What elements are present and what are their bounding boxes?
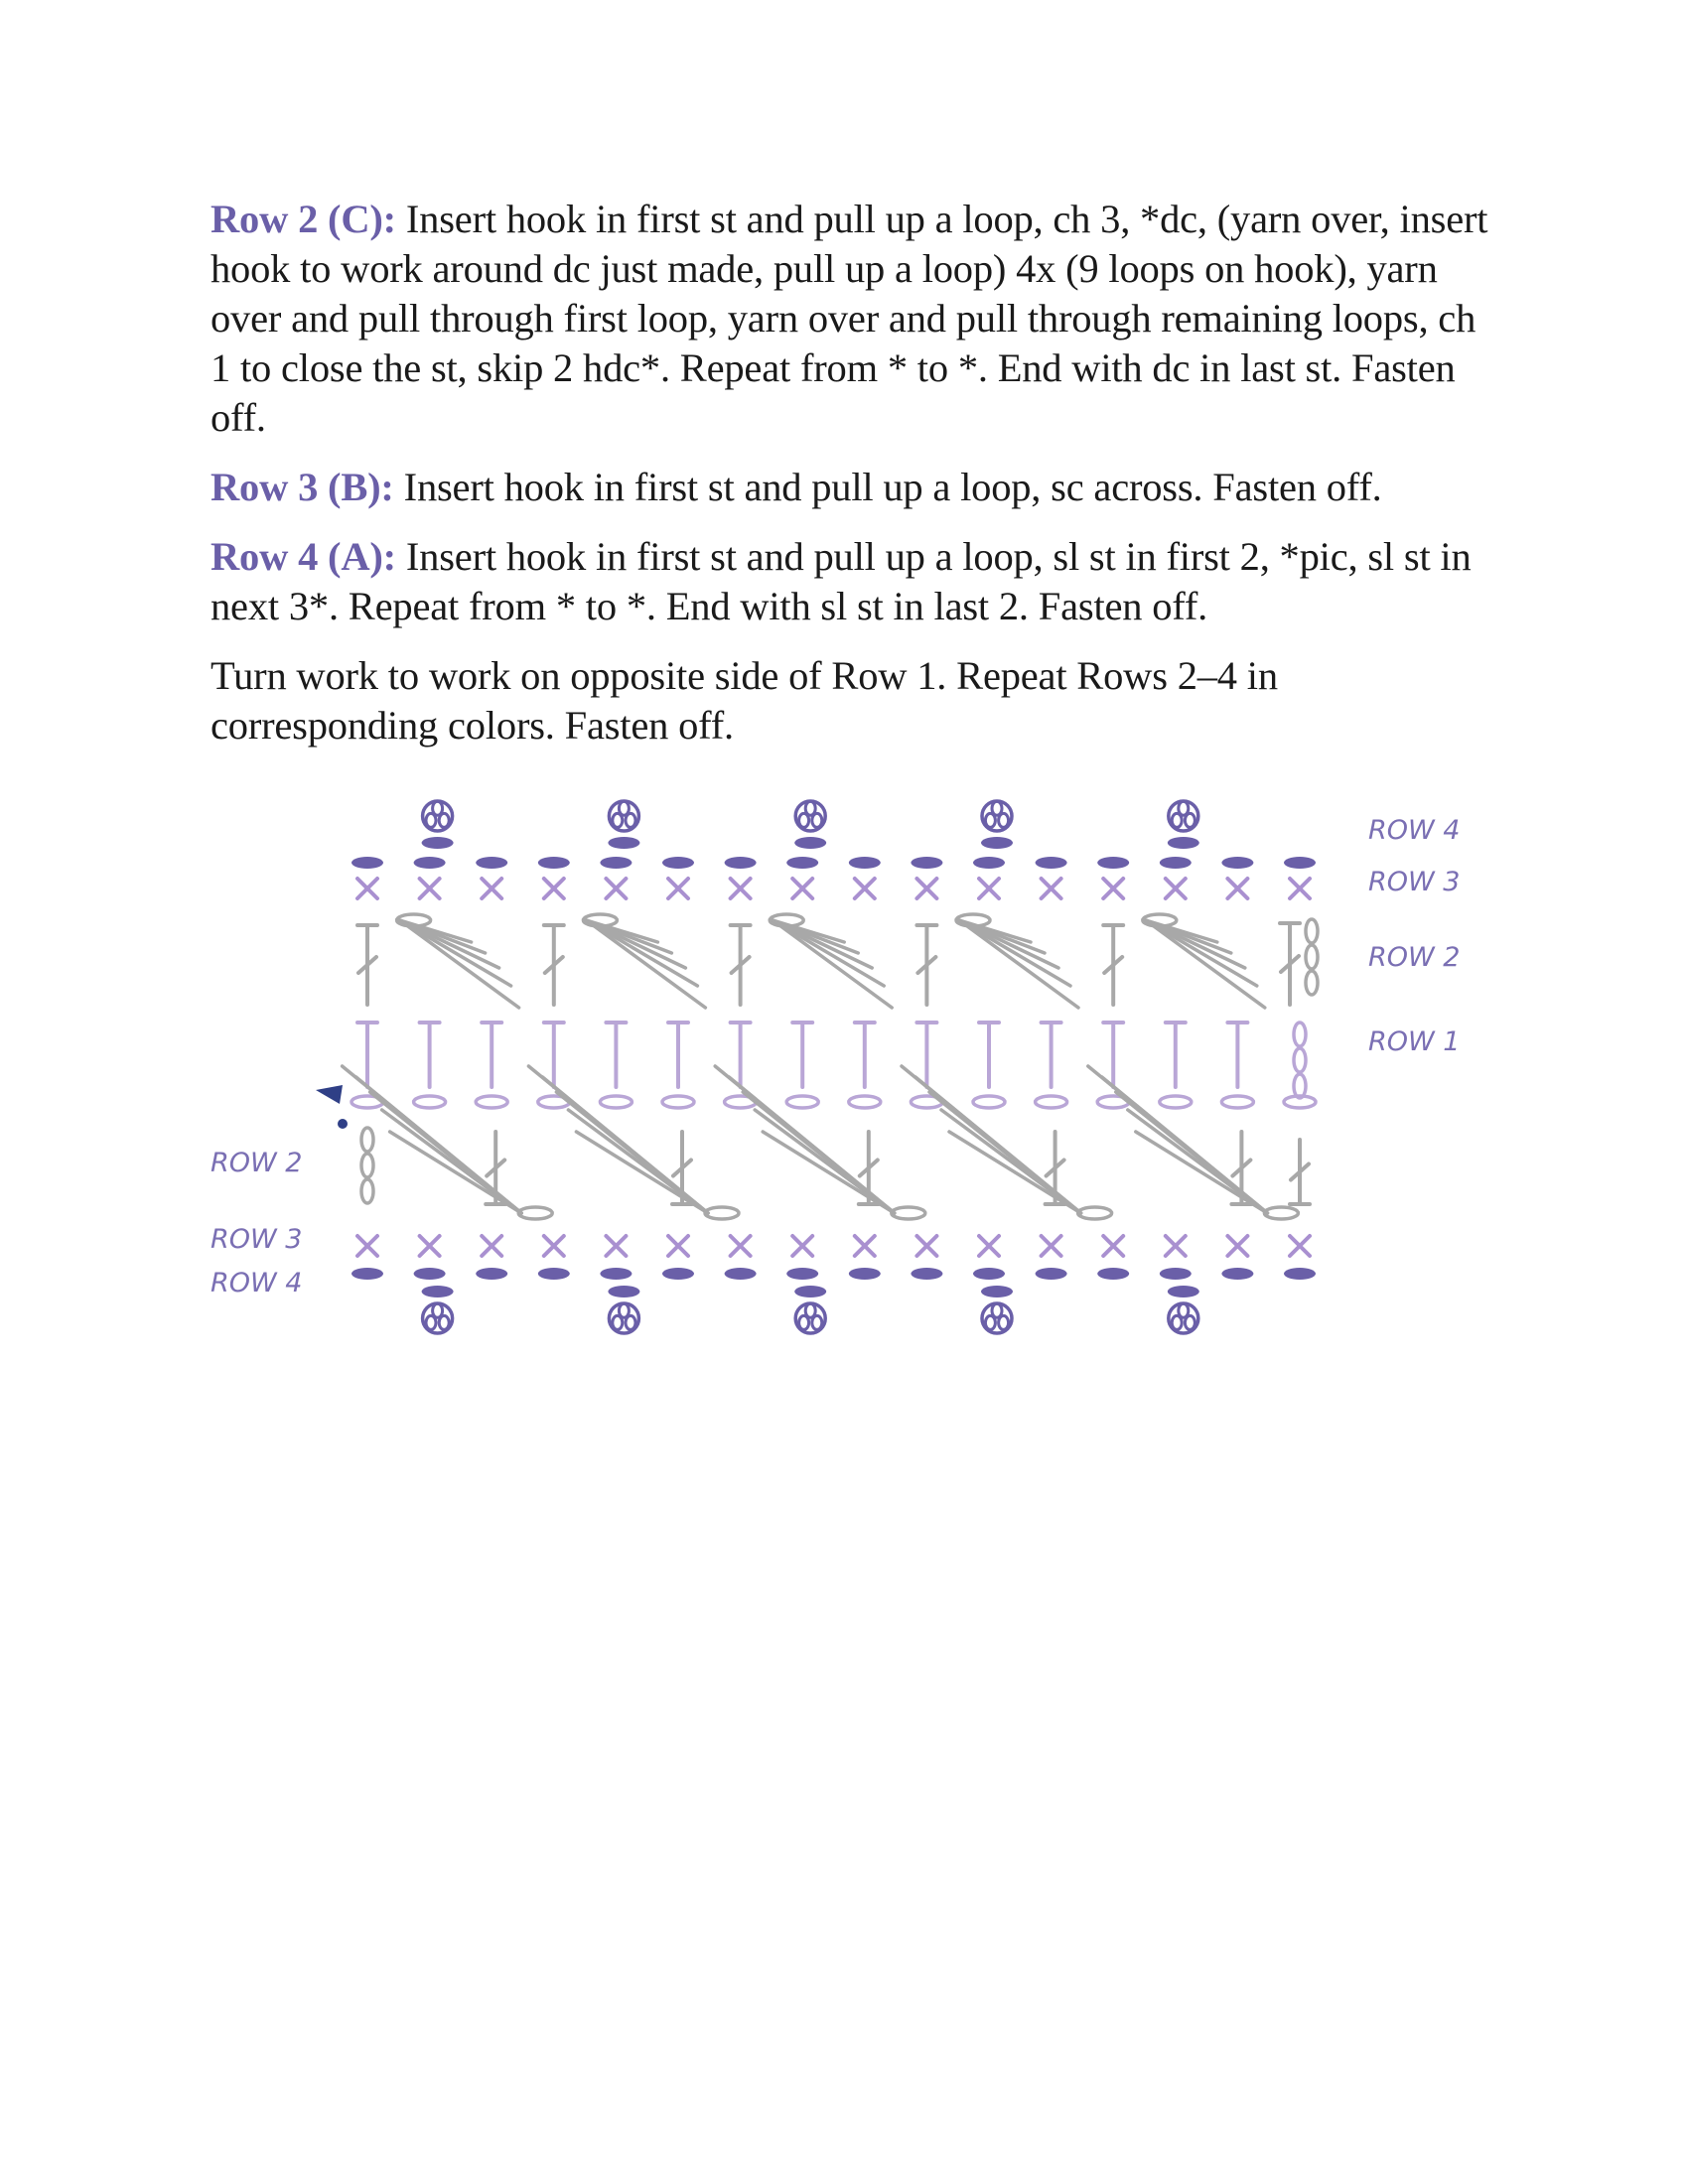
row2-top-dc: [1103, 925, 1123, 1005]
row1-chain: [1221, 1096, 1253, 1108]
row4-top-slst: [973, 857, 1005, 869]
row4-top-slst: [849, 857, 881, 869]
row3-top-sc: [1042, 879, 1061, 898]
start-dot-icon: [338, 1119, 348, 1129]
row4-top-slst: [1284, 857, 1316, 869]
row2-bottom-dc: [1290, 1140, 1310, 1204]
row3-top-sc: [420, 879, 440, 898]
row2-text: Insert hook in first st and pull up a loop, ch 3, *dc, (yarn over, insert hook to work around dc just made, pull up a loop) 4x (9 loops on hook), yarn over and pull through first loop, yarn over and pull through remaining loops, ch 1 to close the st, skip 2 hdc*. Repeat from * to *. End with dc in last st. Fasten off.: [211, 197, 1488, 440]
row4-bottom-slst: [662, 1268, 694, 1280]
row1-hdc: [1227, 1023, 1247, 1087]
row4-bottom-slst: [1284, 1268, 1316, 1280]
row4-top-slst: [662, 857, 694, 869]
row1-chain: [662, 1096, 694, 1108]
row2-top-turning-chain: [1306, 919, 1318, 995]
row3-bottom-sc: [979, 1236, 999, 1256]
row4-top-picot: [1168, 801, 1199, 849]
row4-bottom-slst: [911, 1268, 942, 1280]
right-label-row4: ROW 4: [1368, 815, 1461, 846]
row3-bottom-sc: [731, 1236, 751, 1256]
row4-bottom-slst: [786, 1268, 818, 1280]
row4-top-picot: [981, 801, 1013, 849]
row4-top-slst: [1221, 857, 1253, 869]
row4-bottom-slst: [1036, 1268, 1067, 1280]
row3-top-sc: [668, 879, 688, 898]
right-label-row1: ROW 1: [1368, 1026, 1461, 1057]
row4-top-slst: [414, 857, 446, 869]
row3-top-sc: [792, 879, 812, 898]
row1-hdc: [979, 1023, 999, 1087]
row4-top-slst: [911, 857, 942, 869]
row4-bottom-slst: [414, 1268, 446, 1280]
right-label-row2: ROW 2: [1368, 942, 1461, 973]
row1-hdc: [916, 1023, 936, 1087]
row4-bottom-picot: [608, 1286, 639, 1333]
row4-bottom-slst: [538, 1268, 570, 1280]
row4-top-picot: [608, 801, 639, 849]
row4-top-slst: [352, 857, 383, 869]
row3-top-sc: [544, 879, 564, 898]
right-label-row3: ROW 3: [1368, 867, 1461, 897]
row3-bottom-sc: [792, 1236, 812, 1256]
row3-bottom-sc: [544, 1236, 564, 1256]
row2-top-dc: [544, 925, 564, 1005]
row4-top-slst: [1160, 857, 1192, 869]
row1-chain: [414, 1096, 446, 1108]
row3-label: Row 3 (B):: [211, 465, 394, 509]
row4-bottom-slst: [973, 1268, 1005, 1280]
row2-label: Row 2 (C):: [211, 197, 396, 241]
row4-bottom-picot: [794, 1286, 826, 1333]
row1-turning-chain: [1294, 1023, 1306, 1098]
row3-bottom-sc: [1166, 1236, 1186, 1256]
row1-chain: [1160, 1096, 1192, 1108]
row4-text: Insert hook in first st and pull up a loop, sl st in first 2, *pic, sl st in next 3*. Repeat from * to *. End with sl st in last 2. Fasten off.: [211, 534, 1472, 628]
row4-bottom-picot: [1168, 1286, 1199, 1333]
row3-top-sc: [1166, 879, 1186, 898]
row1-hdc: [482, 1023, 501, 1087]
row2-top-cluster: [1143, 914, 1265, 1008]
row4-top-picot: [422, 801, 454, 849]
row4-top-picot: [794, 801, 826, 849]
row2-top-cluster: [397, 914, 519, 1008]
row3-bottom-sc: [855, 1236, 875, 1256]
row2-top-dc: [357, 925, 377, 1005]
row2-bottom-cluster: [528, 1066, 739, 1219]
row3-text: Insert hook in first st and pull up a loop, sc across. Fasten off.: [393, 465, 1382, 509]
row1-hdc: [1166, 1023, 1186, 1087]
row2-top-cluster: [583, 914, 705, 1008]
row3-bottom-sc: [916, 1236, 936, 1256]
row1-hdc: [357, 1023, 377, 1087]
turn-work-text: Turn work to work on opposite side of Row 1. Repeat Rows 2–4 in corresponding colors. Fasten off.: [211, 653, 1278, 748]
row4-top-slst: [538, 857, 570, 869]
left-label-row3: ROW 3: [211, 1224, 303, 1255]
row1-chain: [476, 1096, 507, 1108]
row4-top-slst: [476, 857, 507, 869]
row3-top-sc: [606, 879, 626, 898]
row3-bottom-sc: [1227, 1236, 1247, 1256]
row3-top-sc: [357, 879, 377, 898]
left-label-row2: ROW 2: [211, 1148, 303, 1178]
row1-hdc: [1103, 1023, 1123, 1087]
row4-top-slst: [1036, 857, 1067, 869]
row4-top-slst: [786, 857, 818, 869]
row1-hdc: [1042, 1023, 1061, 1087]
start-marker-icon: [316, 1085, 343, 1104]
row4-bottom-slst: [352, 1268, 383, 1280]
row4-bottom-slst: [849, 1268, 881, 1280]
row2-top-dc: [731, 925, 751, 1005]
row3-top-sc: [1227, 879, 1247, 898]
row4-bottom-slst: [476, 1268, 507, 1280]
row1-hdc: [420, 1023, 440, 1087]
row1-hdc: [792, 1023, 812, 1087]
row1-hdc: [731, 1023, 751, 1087]
row2-top-cluster: [770, 914, 892, 1008]
row2-top-cluster: [956, 914, 1078, 1008]
row1-chain: [786, 1096, 818, 1108]
row3-top-sc: [482, 879, 501, 898]
row2-bottom-cluster: [902, 1066, 1112, 1219]
row3-bottom-sc: [606, 1236, 626, 1256]
row1-hdc: [855, 1023, 875, 1087]
row2-bottom-turning-chain: [361, 1128, 373, 1203]
row2-top-dc: [1280, 923, 1300, 1005]
row3-bottom-sc: [1290, 1236, 1310, 1256]
row1-chain: [1036, 1096, 1067, 1108]
row2-top-dc: [916, 925, 936, 1005]
left-label-row4: ROW 4: [211, 1268, 303, 1298]
row3-top-sc: [1103, 879, 1123, 898]
row1-hdc: [606, 1023, 626, 1087]
row4-label: Row 4 (A):: [211, 534, 396, 579]
row3-top-sc: [916, 879, 936, 898]
row3-top-sc: [731, 879, 751, 898]
row4-bottom-slst: [1160, 1268, 1192, 1280]
row1-chain: [973, 1096, 1005, 1108]
row4-bottom-picot: [422, 1286, 454, 1333]
row4-bottom-slst: [600, 1268, 632, 1280]
row3-top-sc: [855, 879, 875, 898]
row3-bottom-sc: [1042, 1236, 1061, 1256]
row1-hdc: [668, 1023, 688, 1087]
row1-hdc: [544, 1023, 564, 1087]
row3-bottom-sc: [482, 1236, 501, 1256]
row3-bottom-sc: [420, 1236, 440, 1256]
row3-top-sc: [1290, 879, 1310, 898]
row2-bottom-cluster: [715, 1066, 925, 1219]
row2-bottom-cluster: [1088, 1066, 1299, 1219]
row3-bottom-sc: [668, 1236, 688, 1256]
row4-top-slst: [600, 857, 632, 869]
row4-bottom-slst: [1221, 1268, 1253, 1280]
row3-top-sc: [979, 879, 999, 898]
row4-bottom-slst: [725, 1268, 757, 1280]
row4-bottom-picot: [981, 1286, 1013, 1333]
row3-bottom-sc: [357, 1236, 377, 1256]
row3-bottom-sc: [1103, 1236, 1123, 1256]
row4-top-slst: [1097, 857, 1129, 869]
row4-top-slst: [725, 857, 757, 869]
row1-chain: [849, 1096, 881, 1108]
row4-bottom-slst: [1097, 1268, 1129, 1280]
row1-chain: [600, 1096, 632, 1108]
